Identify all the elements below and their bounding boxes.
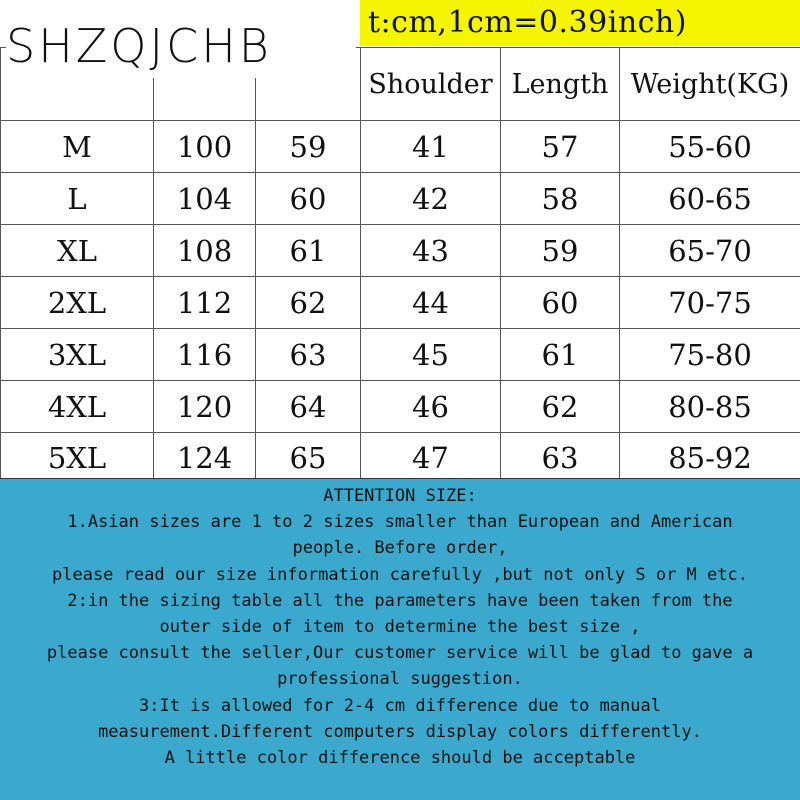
attention-notice — [0, 478, 800, 800]
attention-line: measurement.Different computers display colors differently. — [98, 721, 702, 742]
table-cell: 64 — [256, 381, 361, 433]
shoulder-cell: 44 — [361, 277, 501, 329]
table-row — [1, 225, 800, 277]
table-cell: 108 — [154, 225, 256, 277]
size-cell: L — [1, 173, 154, 225]
length-cell: 57 — [501, 121, 620, 173]
table-cell: 61 — [256, 225, 361, 277]
length-cell: 63 — [501, 433, 620, 483]
size-cell: XL — [1, 225, 154, 277]
table-cell: 104 — [154, 173, 256, 225]
table-row — [1, 121, 800, 173]
shoulder-cell: 47 — [361, 433, 501, 483]
size-cell: 5XL — [1, 433, 154, 483]
table-cell: 60 — [256, 173, 361, 225]
attention-line: 2:in the sizing table all the parameters have been taken from the — [67, 590, 733, 611]
table-cell: 100 — [154, 121, 256, 173]
header-shoulder: Shoulder — [361, 48, 501, 121]
weight-cell: 80-85 — [620, 381, 800, 433]
table-row — [1, 277, 800, 329]
table-cell: 65 — [256, 433, 361, 483]
table-cell: 59 — [256, 121, 361, 173]
brand-logo-text: SHZQJCHB — [6, 14, 356, 78]
size-cell: 2XL — [1, 277, 154, 329]
table-cell: 112 — [154, 277, 256, 329]
weight-cell: 65-70 — [620, 225, 800, 277]
weight-cell: 75-80 — [620, 329, 800, 381]
size-cell: 4XL — [1, 381, 154, 433]
table-row — [1, 381, 800, 433]
table-row — [1, 433, 800, 483]
attention-line: people. Before order, — [292, 538, 508, 559]
header-weight: Weight(KG) — [620, 48, 800, 121]
size-cell: M — [1, 121, 154, 173]
table-cell: 120 — [154, 381, 256, 433]
attention-line: please consult the seller,Our customer service will be glad to gave a — [46, 643, 754, 664]
attention-line: A little color difference should be acceptable — [164, 748, 636, 769]
attention-line: 3:It is allowed for 2-4 cm difference due to manual — [139, 695, 661, 716]
table-row — [1, 173, 800, 225]
attention-line: 1.Asian sizes are 1 to 2 sizes smaller than European and American — [67, 512, 733, 533]
length-cell: 61 — [501, 329, 620, 381]
table-cell: 124 — [154, 433, 256, 483]
attention-title: ATTENTION SIZE: — [323, 486, 477, 506]
weight-cell: 55-60 — [620, 121, 800, 173]
unit-note-banner: t:cm,1cm=0.39inch) — [360, 0, 800, 46]
weight-cell: 85-92 — [620, 433, 800, 483]
size-cell: 3XL — [1, 329, 154, 381]
shoulder-cell: 43 — [361, 225, 501, 277]
table-cell: 116 — [154, 329, 256, 381]
length-cell: 58 — [501, 173, 620, 225]
length-cell: 59 — [501, 225, 620, 277]
weight-cell: 70-75 — [620, 277, 800, 329]
attention-line: please read our size information carefully ,but not only S or M etc. — [52, 564, 748, 585]
shoulder-cell: 46 — [361, 381, 501, 433]
length-cell: 60 — [501, 277, 620, 329]
header-length: Length — [501, 48, 620, 121]
table-row — [1, 329, 800, 381]
table-cell: 62 — [256, 277, 361, 329]
shoulder-cell: 41 — [361, 121, 501, 173]
shoulder-cell: 45 — [361, 329, 501, 381]
size-chart-table — [0, 47, 800, 483]
length-cell: 62 — [501, 381, 620, 433]
attention-line: outer side of item to determine the best size , — [159, 617, 641, 638]
attention-line: professional suggestion. — [277, 669, 523, 690]
shoulder-cell: 42 — [361, 173, 501, 225]
table-cell: 63 — [256, 329, 361, 381]
weight-cell: 60-65 — [620, 173, 800, 225]
